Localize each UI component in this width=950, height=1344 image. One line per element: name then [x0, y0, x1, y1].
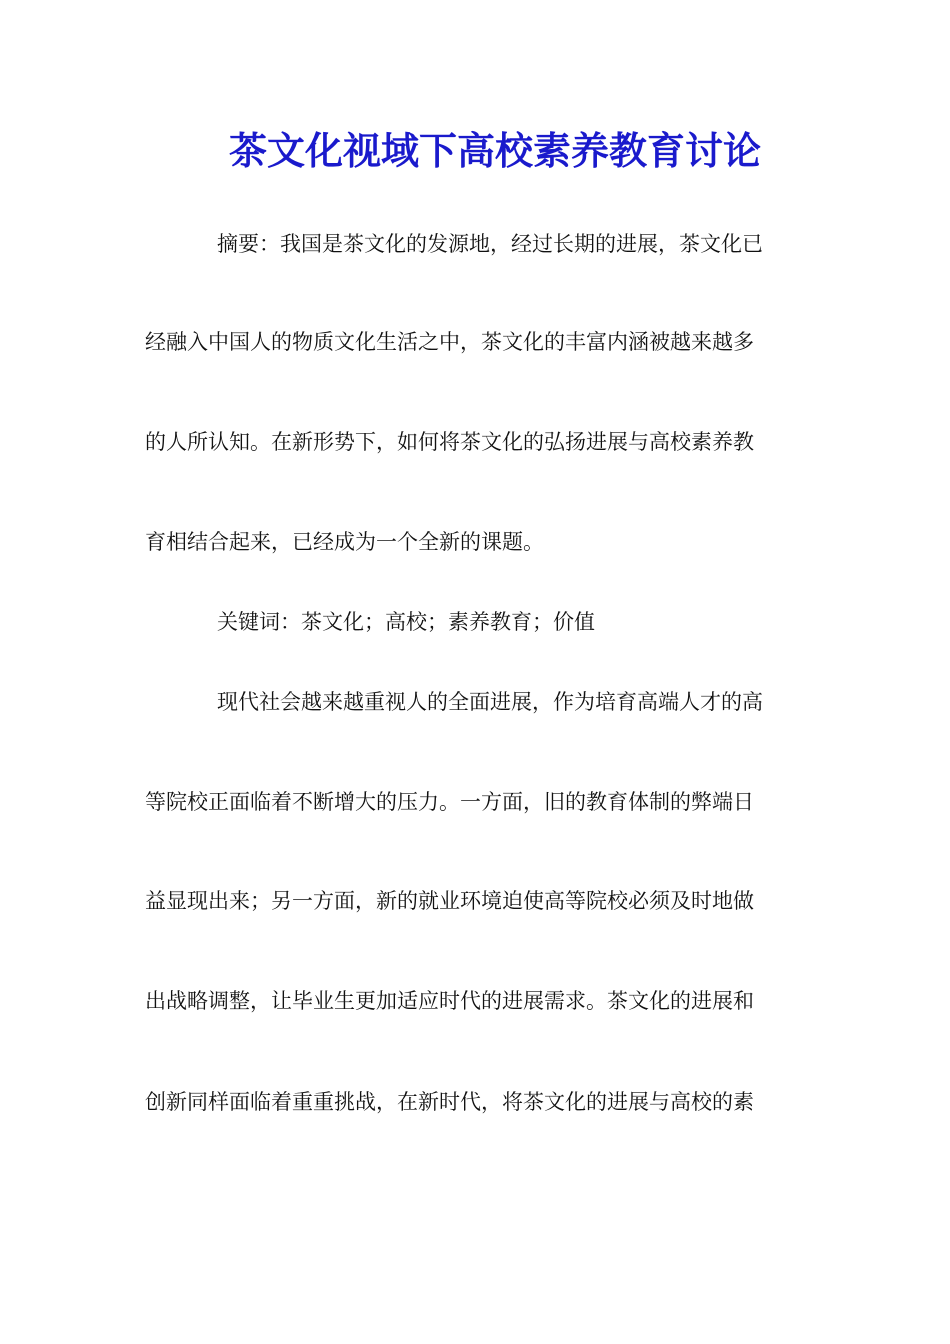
- body-line-5: 创新同样面临着重重挑战，在新时代，将茶文化的进展与高校的素: [145, 1090, 754, 1114]
- abstract-line-4: 育相结合起来，已经成为一个全新的课题。: [145, 530, 544, 554]
- abstract-line-1: 摘要：我国是茶文化的发源地，经过长期的进展，茶文化已: [217, 232, 763, 256]
- body-line-3: 益显现出来；另一方面，新的就业环境迫使高等院校必须及时地做: [145, 889, 754, 913]
- body-line-2: 等院校正面临着不断增大的压力。一方面，旧的教育体制的弊端日: [145, 790, 754, 814]
- abstract-line-3: 的人所认知。在新形势下，如何将茶文化的弘扬进展与高校素养教: [145, 430, 754, 454]
- document-title: 茶文化视域下高校素养教育讨论: [228, 128, 761, 173]
- keywords-line: 关键词：茶文化；高校；素养教育；价值: [217, 610, 595, 634]
- abstract-line-2: 经融入中国人的物质文化生活之中，茶文化的丰富内涵被越来越多: [145, 330, 754, 354]
- body-line-1: 现代社会越来越重视人的全面进展，作为培育高端人才的高: [217, 690, 763, 714]
- body-line-4: 出战略调整，让毕业生更加适应时代的进展需求。茶文化的进展和: [145, 989, 754, 1013]
